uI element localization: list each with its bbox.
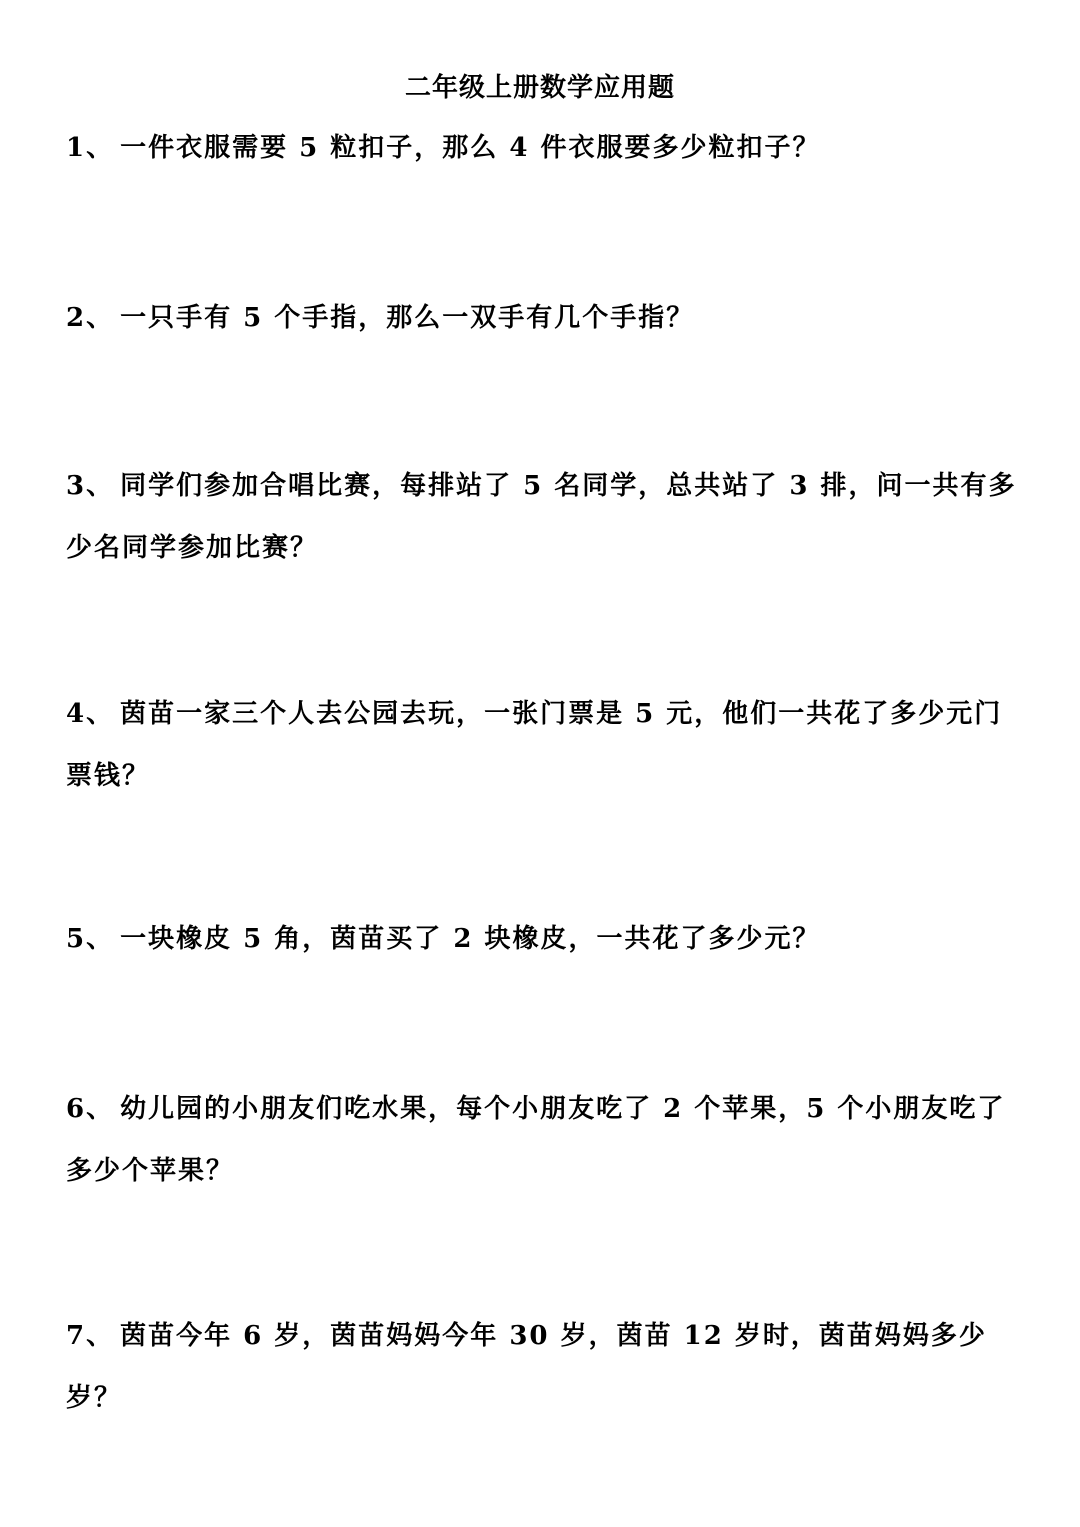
question-number: 6、 bbox=[66, 1094, 115, 1124]
question-7 bbox=[66, 1305, 1021, 1429]
question-text: 一块橡皮 5 角，茵苗买了 2 块橡皮，一共花了多少元？ bbox=[120, 924, 821, 954]
question-text: 茵苗一家三个人去公园去玩，一张门票是 5 元，他们一共花了多少元门票钱？ bbox=[66, 699, 1003, 791]
question-text: 一只手有 5 个手指，那么一双手有几个手指？ bbox=[120, 303, 695, 333]
question-5 bbox=[66, 908, 1021, 970]
question-number: 3、 bbox=[66, 471, 115, 501]
question-text: 幼儿园的小朋友们吃水果，每个小朋友吃了 2 个苹果，5 个小朋友吃了多少个苹果？ bbox=[66, 1094, 1006, 1186]
question-3 bbox=[66, 455, 1021, 579]
question-2 bbox=[66, 287, 1021, 349]
question-4 bbox=[66, 683, 1021, 807]
question-text: 同学们参加合唱比赛，每排站了 5 名同学，总共站了 3 排，问一共有多少名同学参加比赛？ bbox=[66, 471, 1017, 563]
question-text: 茵苗今年 6 岁，茵苗妈妈今年 30 岁，茵苗 12 岁时，茵苗妈妈多少岁？ bbox=[66, 1321, 987, 1413]
question-6 bbox=[66, 1078, 1021, 1202]
question-text: 一件衣服需要 5 粒扣子，那么 4 件衣服要多少粒扣子？ bbox=[120, 133, 821, 163]
question-number: 7、 bbox=[66, 1321, 115, 1351]
question-number: 4、 bbox=[66, 699, 115, 729]
question-number: 1、 bbox=[66, 133, 115, 163]
question-number: 5、 bbox=[66, 924, 115, 954]
question-1 bbox=[66, 117, 1021, 179]
question-number: 2、 bbox=[66, 303, 115, 333]
page-title: 二年级上册数学应用题 bbox=[404, 73, 675, 103]
